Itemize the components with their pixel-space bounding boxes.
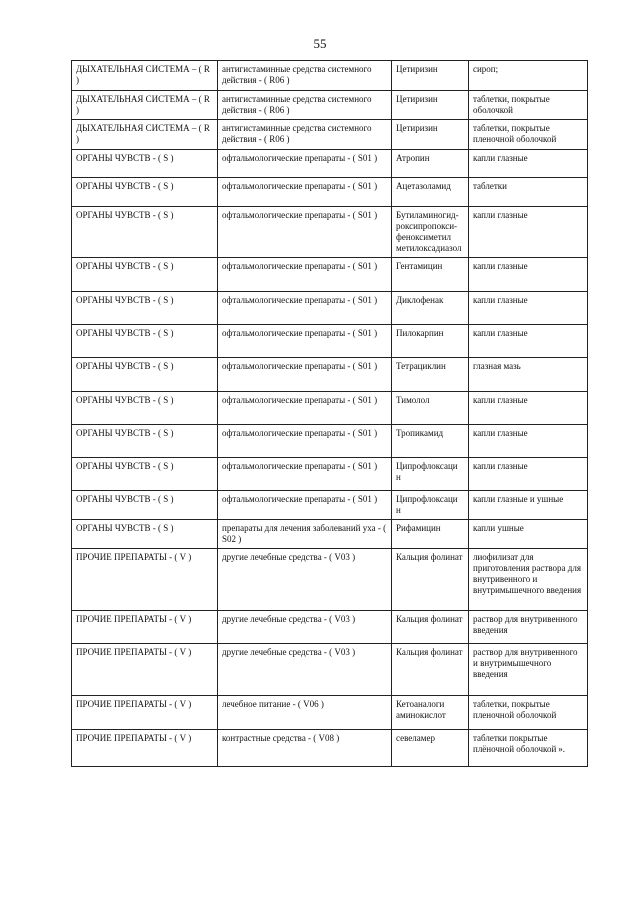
system-cell: ДЫХАТЕЛЬНАЯ СИСТЕМА – ( R ) (72, 120, 218, 150)
dosage-form-cell: капли глазные (469, 258, 588, 292)
page-number: 55 (313, 36, 327, 51)
dosage-form-cell: капли глазные (469, 150, 588, 178)
drug-cell: Бутиламиногид-роксипропокси-феноксиметил метилоксадиазол (392, 207, 469, 258)
system-cell: ПРОЧИЕ ПРЕПАРАТЫ - ( V ) (72, 549, 218, 611)
system-cell: ОРГАНЫ ЧУВСТВ - ( S ) (72, 258, 218, 292)
group-cell: офтальмологические препараты - ( S01 ) (218, 207, 392, 258)
dosage-form-cell: глазная мазь (469, 358, 588, 392)
system-cell: ОРГАНЫ ЧУВСТВ - ( S ) (72, 325, 218, 358)
dosage-form-cell: таблетки, покрытые пленочной оболочкой (469, 120, 588, 150)
group-cell: офтальмологические препараты - ( S01 ) (218, 258, 392, 292)
system-cell: ОРГАНЫ ЧУВСТВ - ( S ) (72, 425, 218, 458)
dosage-form-cell: капли глазные и ушные (469, 491, 588, 520)
table-row (72, 292, 588, 325)
table-body (72, 61, 588, 767)
closing-quote-mark: ». (558, 744, 566, 754)
group-cell: офтальмологические препараты - ( S01 ) (218, 292, 392, 325)
table-row (72, 91, 588, 120)
table-row (72, 491, 588, 520)
group-cell: офтальмологические препараты - ( S01 ) (218, 425, 392, 458)
group-cell: офтальмологические препараты - ( S01 ) (218, 178, 392, 207)
dosage-form-cell: таблетки (469, 178, 588, 207)
system-cell: ПРОЧИЕ ПРЕПАРАТЫ - ( V ) (72, 644, 218, 696)
table-row (72, 730, 588, 767)
group-cell: препараты для лечения заболеваний уха - ( S02 ) (218, 520, 392, 549)
drug-cell: Пилокарпин (392, 325, 469, 358)
system-cell: ОРГАНЫ ЧУВСТВ - ( S ) (72, 292, 218, 325)
table-row (72, 358, 588, 392)
system-cell: ПРОЧИЕ ПРЕПАРАТЫ - ( V ) (72, 730, 218, 767)
system-cell: ОРГАНЫ ЧУВСТВ - ( S ) (72, 207, 218, 258)
dosage-form-cell: раствор для внутривенного и внутримышечного введения (469, 644, 588, 696)
table-row (72, 207, 588, 258)
table-row (72, 61, 588, 91)
dosage-form-cell: капли ушные (469, 520, 588, 549)
dosage-form-cell: таблетки покрытые плёночной оболочкой ». (469, 730, 588, 767)
dosage-form-cell: капли глазные (469, 425, 588, 458)
drug-cell: Гентамицин (392, 258, 469, 292)
system-cell: ПРОЧИЕ ПРЕПАРАТЫ - ( V ) (72, 611, 218, 644)
table-row (72, 178, 588, 207)
system-cell: ОРГАНЫ ЧУВСТВ - ( S ) (72, 458, 218, 491)
table-row (72, 644, 588, 696)
drug-cell: Рифамицин (392, 520, 469, 549)
system-cell: ДЫХАТЕЛЬНАЯ СИСТЕМА – ( R ) (72, 61, 218, 91)
system-cell: ПРОЧИЕ ПРЕПАРАТЫ - ( V ) (72, 696, 218, 730)
table-row (72, 150, 588, 178)
dosage-form-cell: капли глазные (469, 325, 588, 358)
group-cell: офтальмологические препараты - ( S01 ) (218, 392, 392, 425)
dosage-form-cell: таблетки, покрытые оболочкой (469, 91, 588, 120)
group-cell: лечебное питание - ( V06 ) (218, 696, 392, 730)
drug-cell: Ципрофлоксаци н (392, 491, 469, 520)
system-cell: ОРГАНЫ ЧУВСТВ - ( S ) (72, 392, 218, 425)
drug-cell: Тропикамид (392, 425, 469, 458)
dosage-form-cell: капли глазные (469, 207, 588, 258)
drug-cell: Кальция фолинат (392, 644, 469, 696)
group-cell: антигистаминные средства системного действия - ( R06 ) (218, 120, 392, 150)
table-row (72, 120, 588, 150)
drug-cell: Тимолол (392, 392, 469, 425)
system-cell: ОРГАНЫ ЧУВСТВ - ( S ) (72, 150, 218, 178)
drug-cell: Цетиризин (392, 120, 469, 150)
system-cell: ОРГАНЫ ЧУВСТВ - ( S ) (72, 520, 218, 549)
group-cell: антигистаминные средства системного действия - ( R06 ) (218, 61, 392, 91)
group-cell: офтальмологические препараты - ( S01 ) (218, 150, 392, 178)
drug-cell: севеламер (392, 730, 469, 767)
table-row (72, 258, 588, 292)
table-row (72, 425, 588, 458)
drug-cell: Цетиризин (392, 91, 469, 120)
table-row (72, 458, 588, 491)
group-cell: другие лечебные средства - ( V03 ) (218, 644, 392, 696)
dosage-form-cell: раствор для внутривенного введения (469, 611, 588, 644)
table-row (72, 611, 588, 644)
drug-cell: Кетоаналоги аминокислот (392, 696, 469, 730)
group-cell: контрастные средства - ( V08 ) (218, 730, 392, 767)
dosage-form-cell: капли глазные (469, 458, 588, 491)
table-row (72, 392, 588, 425)
group-cell: офтальмологические препараты - ( S01 ) (218, 491, 392, 520)
system-cell: ОРГАНЫ ЧУВСТВ - ( S ) (72, 358, 218, 392)
drug-cell: Кальция фолинат (392, 549, 469, 611)
table-row (72, 520, 588, 549)
drug-cell: Ципрофлоксаци н (392, 458, 469, 491)
dosage-form-cell: капли глазные (469, 292, 588, 325)
table-row (72, 325, 588, 358)
group-cell: офтальмологические препараты - ( S01 ) (218, 325, 392, 358)
drug-cell: Кальция фолинат (392, 611, 469, 644)
group-cell: офтальмологические препараты - ( S01 ) (218, 358, 392, 392)
dosage-form-cell: лиофилизат для приготовления раствора для внутривенного и внутримышечного введения (469, 549, 588, 611)
group-cell: другие лечебные средства - ( V03 ) (218, 549, 392, 611)
drug-cell: Диклофенак (392, 292, 469, 325)
dosage-form-cell: таблетки, покрытые пленочной оболочкой (469, 696, 588, 730)
drug-cell: Ацетазоламид (392, 178, 469, 207)
drug-cell: Тетрациклин (392, 358, 469, 392)
system-cell: ДЫХАТЕЛЬНАЯ СИСТЕМА – ( R ) (72, 91, 218, 120)
group-cell: офтальмологические препараты - ( S01 ) (218, 458, 392, 491)
table-row (72, 549, 588, 611)
group-cell: другие лечебные средства - ( V03 ) (218, 611, 392, 644)
drug-cell: Атропин (392, 150, 469, 178)
dosage-form-cell: сироп; (469, 61, 588, 91)
drug-cell: Цетиризин (392, 61, 469, 91)
drug-table (71, 60, 588, 767)
table-row (72, 696, 588, 730)
dosage-form-cell: капли глазные (469, 392, 588, 425)
system-cell: ОРГАНЫ ЧУВСТВ - ( S ) (72, 178, 218, 207)
group-cell: антигистаминные средства системного действия - ( R06 ) (218, 91, 392, 120)
system-cell: ОРГАНЫ ЧУВСТВ - ( S ) (72, 491, 218, 520)
